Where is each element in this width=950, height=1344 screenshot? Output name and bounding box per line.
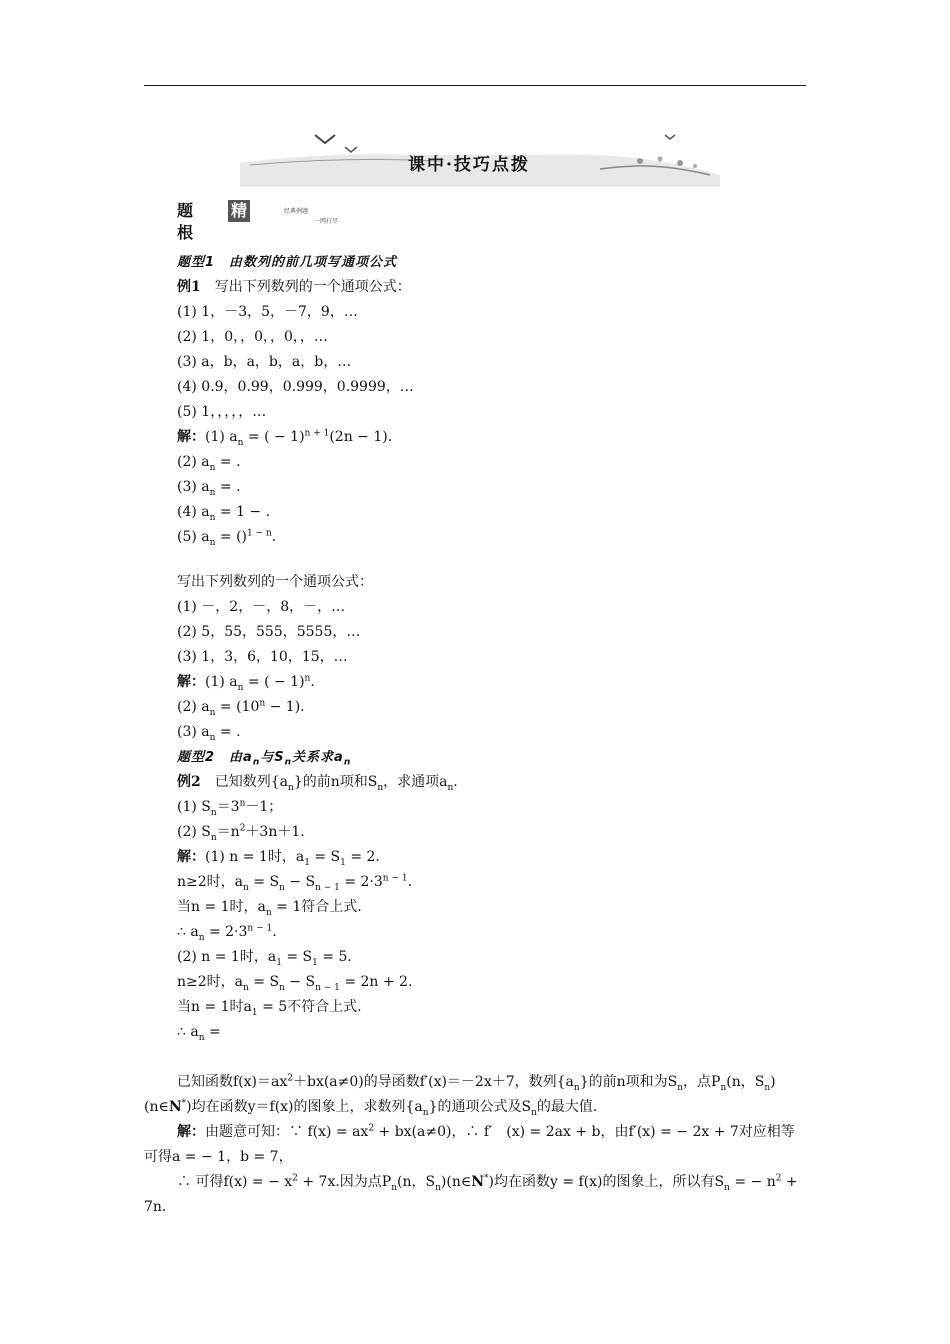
exercise-paragraph: 已知函数$f(x)=ax^2+bx(a\ne 0)$的导函数f′(x)＝－2x＋7，数列$\{a_n\}$的前n项和为$S_n$，点$P_n(n$，$S_n)(n\in N^*)$均在函数y＝f(x)的图象上，求数列$\{a_n\}$的通项公式及$S_n$的最大值. xyxy=(144,1073,776,1118)
section-tag-main: 题根 xyxy=(177,201,194,242)
practice-item: (3) 1，3，6，10，15，… xyxy=(177,649,348,665)
solution-1-line: (3) $a_n$ = . xyxy=(177,479,241,498)
banner-title: 课中·技巧点拨 xyxy=(408,155,530,175)
example-2-item: (2) $S_n=n^2+3n+1$. xyxy=(177,823,305,843)
example-1-item: (5) 1，，，，，… xyxy=(177,404,267,420)
example-2-statement: 例2 已知数列$\{a_n\}$的前n项和$S_n$，求通项$a_n$. xyxy=(177,774,458,793)
example-1-item: (3) a，b，a，b，a，b，… xyxy=(177,354,352,370)
section-tag-note-2: 一网打尽 xyxy=(314,218,339,225)
practice-solution-line: 解：(1) $a_n$ = ( − 1)$^n$. xyxy=(177,673,315,693)
practice-statement: 写出下列数列的一个通项公式： xyxy=(177,574,373,590)
solution-2-line: 当n = 1时$a_1 = 5$不符合上式. xyxy=(177,999,362,1018)
solution-2-line: ∴ $a_n = 2\cdot 3^{n - 1}$. xyxy=(177,923,277,943)
example-1-item: (4) 0.9，0.99，0.999，0.9999，… xyxy=(177,379,414,395)
solution-1-line: (5) $a_n = ()^{1 - n}$. xyxy=(177,528,277,548)
section-tag-highlight: 精选 xyxy=(228,200,250,222)
topic-heading-1: 题型1 由数列的前几项写通项公式 xyxy=(177,255,398,270)
practice-item: (2) 5，55，555，5555，… xyxy=(177,624,361,640)
practice-item: (1) －，2，－，8，－，… xyxy=(177,599,346,615)
section-tag-note-1: 经典例题 xyxy=(284,208,309,215)
main-content xyxy=(177,250,807,1045)
bird-icon xyxy=(665,135,675,139)
solution-2-line: (2) n = 1时，$a_1 = S_1 = 5$. xyxy=(177,949,352,968)
bird-icon xyxy=(315,135,335,143)
topic-heading-2: 题型2 由$a_n$与$S_n$关系求$a_n$ xyxy=(177,750,352,768)
bird-icon xyxy=(345,147,357,152)
header-rule xyxy=(144,85,806,86)
solution-1-line: 解：(1) $a_n$ = ( − 1)$^{n + 1}$(2n − 1). xyxy=(177,428,393,448)
practice-solution-line: (2) $a_n = (10^n - 1)$. xyxy=(177,698,305,718)
exercise-solution-paragraph: ∴ 可得f(x) = − $x^2 + 7x$.因为点$P_n(n$，$S_n)(n\in N^*)$均在函数y = f(x)的图象上，所以有$S_n$ = − $n^2 + 7n$. xyxy=(144,1173,798,1215)
solution-2-line: n≥2时，$a_n = S_n - S_{n - 1} = 2n + 2$. xyxy=(177,974,413,993)
example-2-item: (1) $S_n=3^n-1$； xyxy=(177,798,283,818)
example-1-item: (1) 1，－3，5，－7，9，… xyxy=(177,304,358,320)
solution-2-line: ∴ $a_n$ = xyxy=(177,1024,221,1043)
solution-2-line: 当n = 1时，$a_n = 1$符合上式. xyxy=(177,899,362,918)
example-1-item: (2) 1，0，，0，，0，，… xyxy=(177,329,328,345)
practice-solution-line: (3) $a_n$ = . xyxy=(177,724,241,743)
solution-1-line: (4) $a_n = 1$ − . xyxy=(177,504,271,523)
solution-2-line: 解：(1) n = 1时，$a_1 = S_1 = 2$. xyxy=(177,849,380,868)
solution-1-line: (2) $a_n$ = . xyxy=(177,454,241,473)
example-1-statement: 例1 写出下列数列的一个通项公式： xyxy=(177,279,411,295)
exercise-solution-paragraph: 解：由题意可知：∵ $f(x) = ax^2 + bx(a\ne 0)$，∴ f′ (x) = 2ax + b，由f′(x) = − 2x + 7对应相等可得a = − 1，b = 7， xyxy=(144,1123,795,1165)
solution-2-line: n≥2时，$a_n = S_n - S_{n - 1} = 2\cdot 3^{n - 1}$. xyxy=(177,873,413,893)
